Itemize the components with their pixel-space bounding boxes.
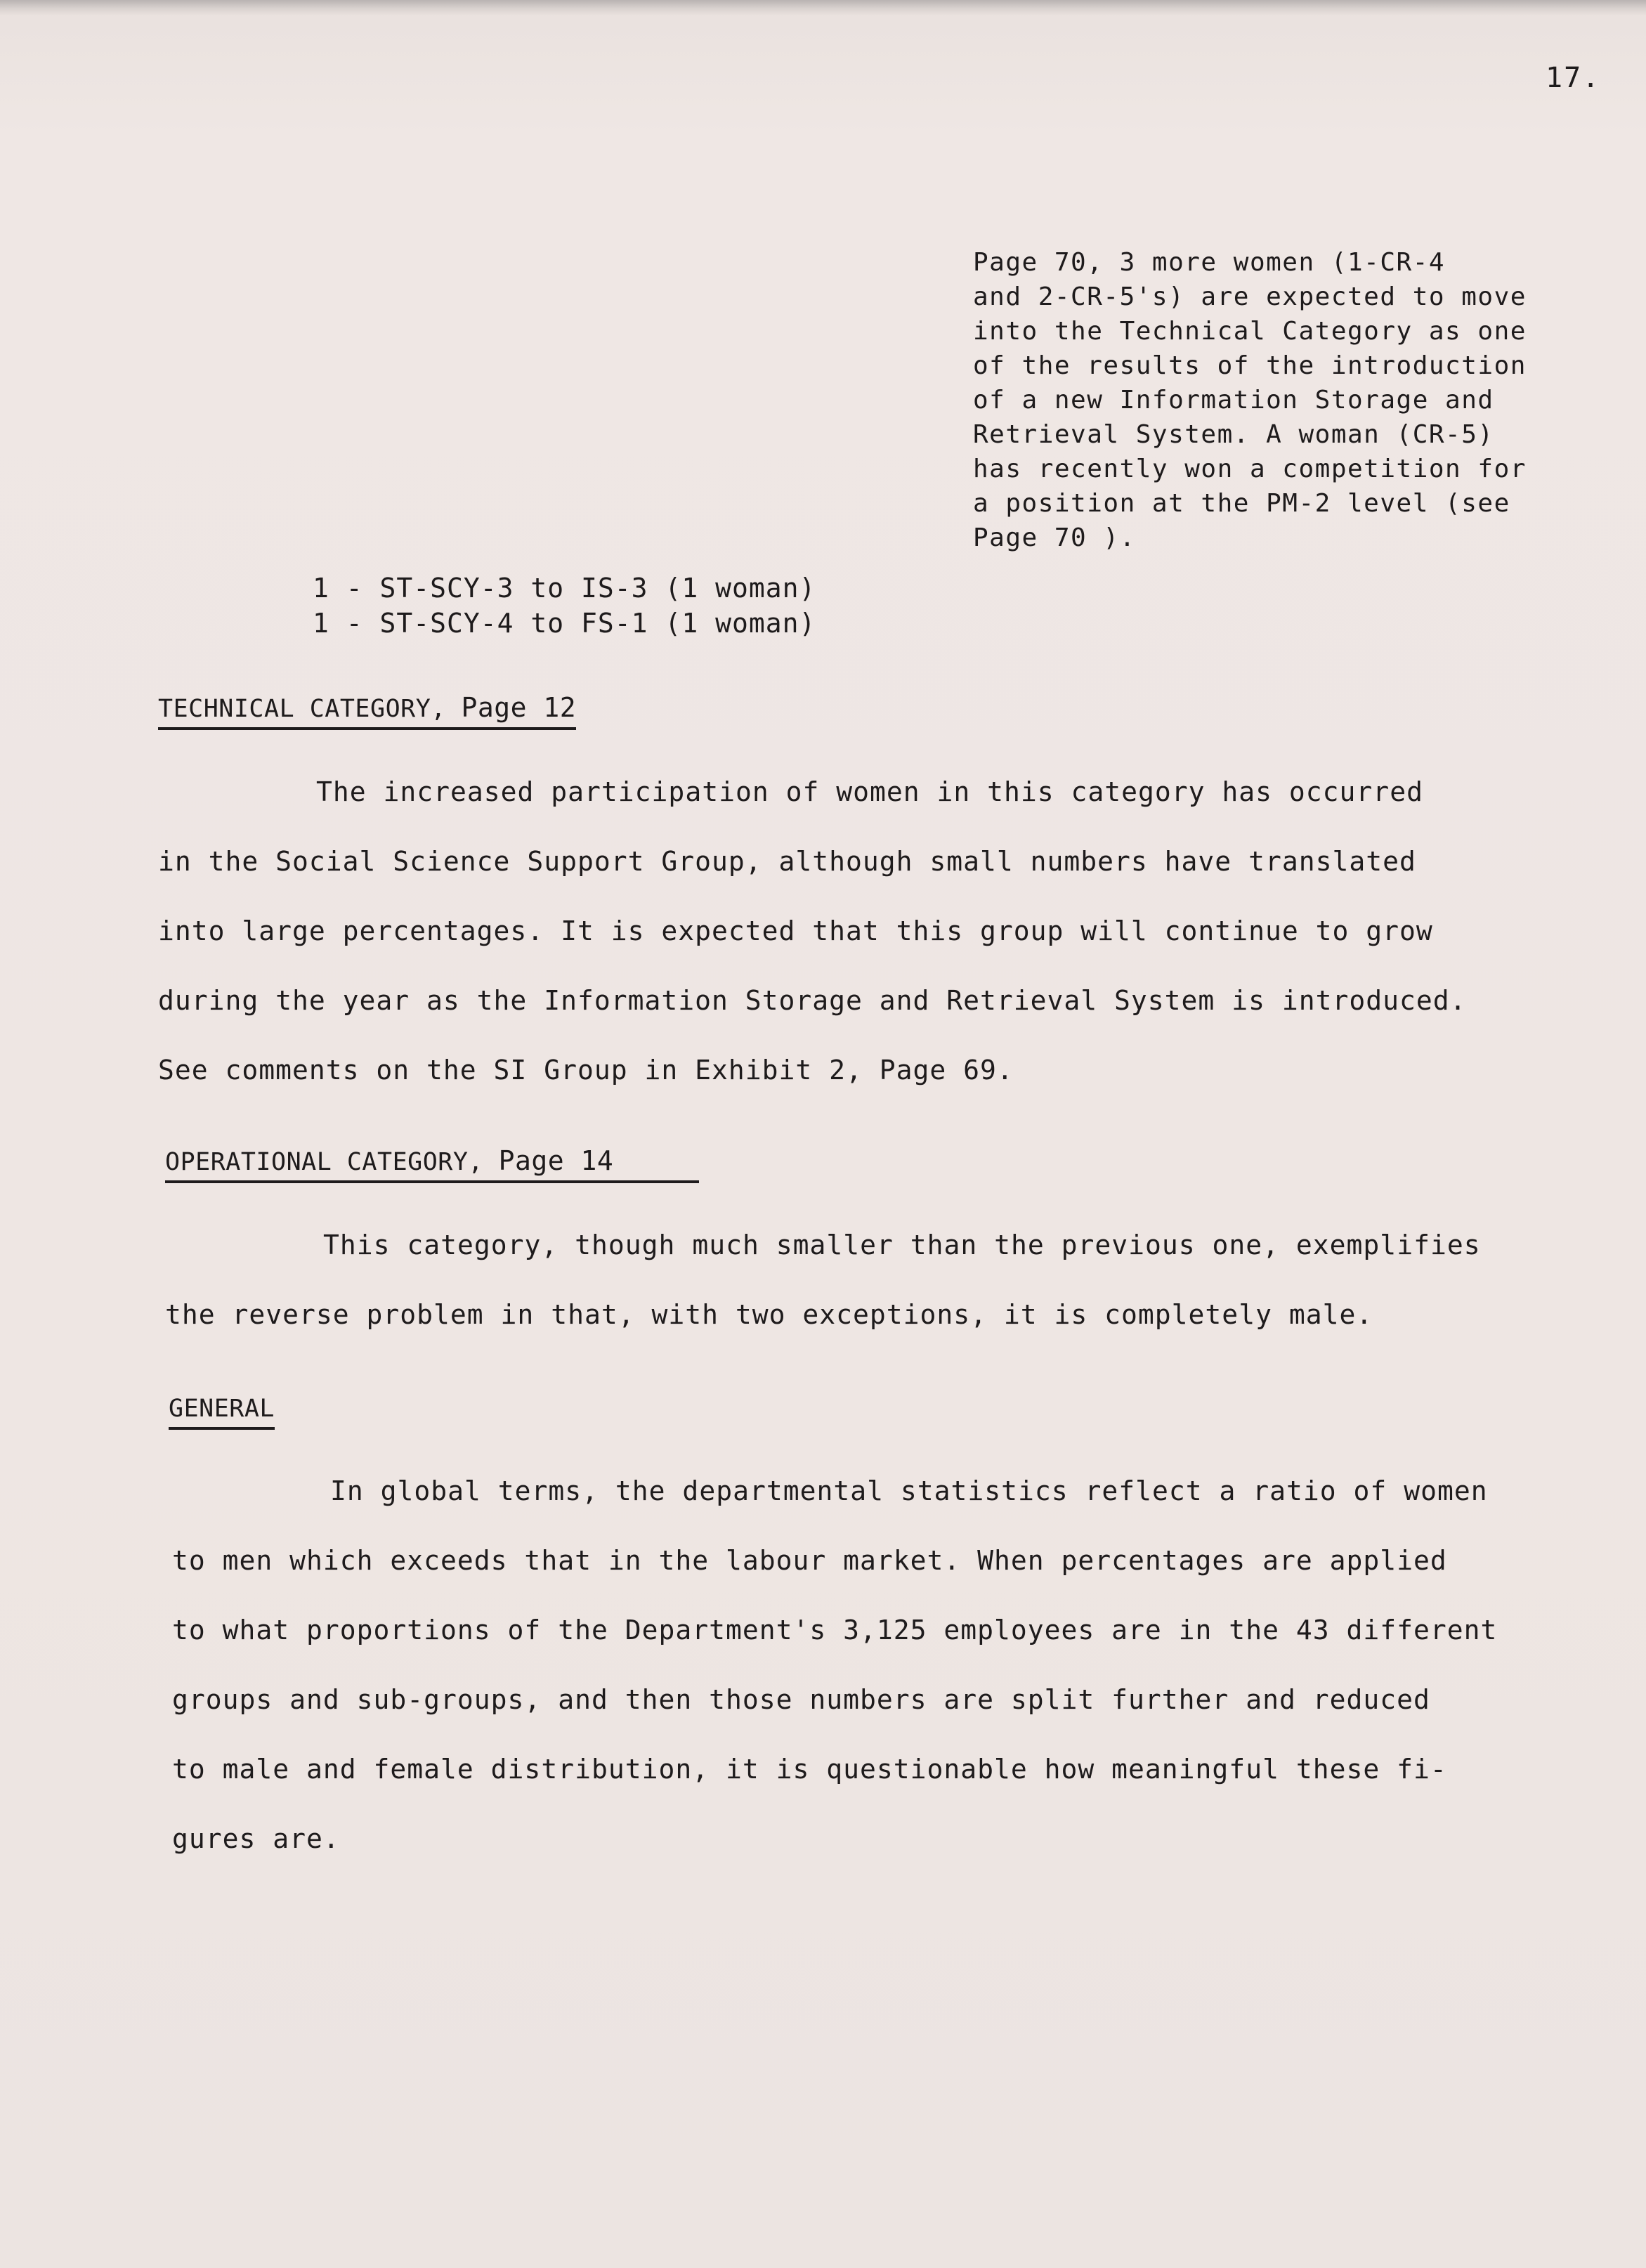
transfer-item: 1 - ST-SCY-3 to IS-3 (1 woman)	[313, 573, 816, 604]
paragraph-line: the reverse problem in that, with two exceptions, it is completely male.	[165, 1299, 1373, 1330]
side-note-line: and 2-CR-5's) are expected to move	[973, 282, 1527, 311]
section-heading-technical	[158, 692, 576, 730]
section-heading-general	[169, 1395, 275, 1430]
paragraph-line: to male and female distribution, it is questionable how meaningful these fi-	[172, 1754, 1447, 1785]
paragraph-line: to men which exceeds that in the labour market. When percentages are applied	[172, 1545, 1447, 1576]
paragraph-operational	[165, 1230, 1481, 1369]
page-number: 17.	[1546, 62, 1601, 94]
transfer-list	[313, 571, 816, 641]
paragraph-line: The increased participation of women in this category has occurred	[316, 776, 1423, 807]
section-page-ref: Page 12	[461, 692, 577, 723]
paragraph-general	[172, 1475, 1497, 1893]
side-note-line: into the Technical Category as one	[973, 317, 1527, 346]
section-heading-text: TECHNICAL CATEGORY,	[158, 695, 446, 723]
page-top-edge	[0, 0, 1646, 15]
paragraph-line: See comments on the SI Group in Exhibit 2, Page 69.	[158, 1055, 1014, 1086]
paragraph-line: to what proportions of the Department's 3,125 employees are in the 43 different	[172, 1615, 1498, 1645]
paragraph-line: into large percentages. It is expected that this group will continue to grow	[158, 915, 1433, 946]
side-note	[973, 211, 1605, 555]
transfer-item: 1 - ST-SCY-4 to FS-1 (1 woman)	[313, 608, 816, 639]
side-note-line: of the results of the introduction	[973, 351, 1527, 380]
paragraph-line: This category, though much smaller than the previous one, exemplifies	[323, 1230, 1481, 1260]
section-heading-operational	[165, 1145, 699, 1183]
section-heading-text: GENERAL	[169, 1395, 275, 1423]
side-note-line: a position at the PM-2 level (see	[973, 489, 1510, 518]
side-note-line: Page 70 ).	[973, 523, 1136, 552]
paragraph-line: In global terms, the departmental statistics reflect a ratio of women	[330, 1475, 1488, 1506]
paragraph-technical	[158, 776, 1466, 1124]
side-note-line: of a new Information Storage and	[973, 386, 1494, 415]
paragraph-line: in the Social Science Support Group, although small numbers have translated	[158, 846, 1416, 877]
paragraph-line: gures are.	[172, 1823, 340, 1854]
paragraph-line: groups and sub-groups, and then those numbers are split further and reduced	[172, 1684, 1430, 1715]
side-note-line: has recently won a competition for	[973, 455, 1527, 483]
section-page-ref: Page 14	[498, 1145, 614, 1176]
side-note-line: Page 70, 3 more women (1-CR-4	[973, 248, 1446, 277]
paragraph-line: during the year as the Information Storage and Retrieval System is introduced.	[158, 985, 1467, 1016]
side-note-line: Retrieval System. A woman (CR-5)	[973, 420, 1494, 449]
section-heading-text: OPERATIONAL CATEGORY,	[165, 1148, 484, 1176]
